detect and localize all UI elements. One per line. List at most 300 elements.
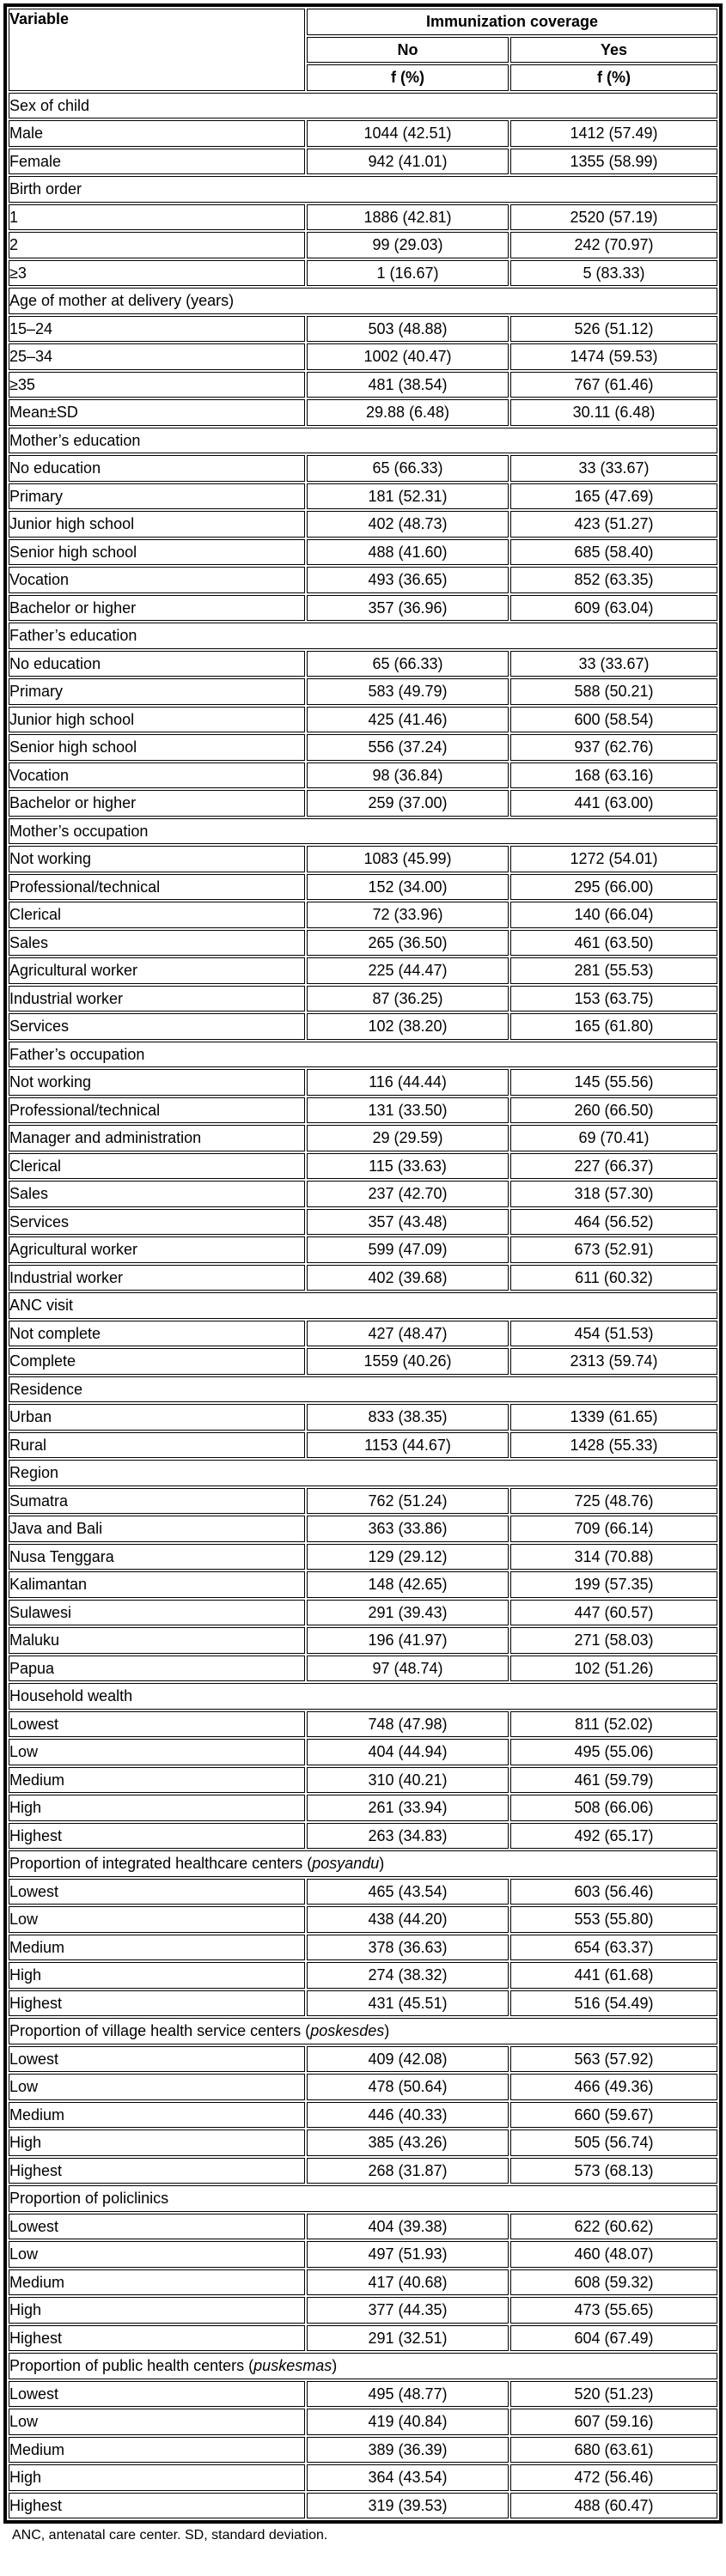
no-value-cell: 1083 (45.99) (307, 846, 509, 872)
section-title: Proportion of village health service centers (poskesdes) (9, 2018, 717, 2044)
section-row (9, 176, 717, 203)
no-value-cell: 357 (43.48) (307, 1209, 509, 1236)
data-row (9, 2158, 717, 2184)
yes-value-cell: 526 (51.12) (510, 316, 717, 343)
row-label: Not working (9, 1069, 305, 1096)
yes-value-cell: 447 (60.57) (510, 1600, 717, 1626)
data-row (9, 539, 717, 566)
no-value-cell: 404 (39.38) (307, 2214, 509, 2240)
yes-header: Yes (510, 37, 717, 64)
row-label: Complete (9, 1348, 305, 1375)
yes-value-cell: 725 (48.76) (510, 1488, 717, 1515)
no-value-cell: 478 (50.64) (307, 2074, 509, 2100)
no-value-cell: 131 (33.50) (307, 1097, 509, 1124)
data-row (9, 902, 717, 928)
yes-value-cell: 553 (55.80) (510, 1906, 717, 1933)
row-label: Not working (9, 846, 305, 872)
data-row (9, 1153, 717, 1180)
no-value-cell: 446 (40.33) (307, 2102, 509, 2129)
no-value-cell: 152 (34.00) (307, 874, 509, 901)
yes-value-cell: 492 (65.17) (510, 1823, 717, 1850)
section-title: Sex of child (9, 93, 717, 119)
yes-value-cell: 102 (51.26) (510, 1656, 717, 1682)
section-row (9, 1850, 717, 1877)
data-row (9, 1236, 717, 1263)
yes-value-cell: 660 (59.67) (510, 2102, 717, 2129)
yes-value-cell: 473 (55.65) (510, 2297, 717, 2324)
section-title: Mother’s occupation (9, 818, 717, 845)
no-value-cell: 364 (43.54) (307, 2464, 509, 2491)
data-row (9, 483, 717, 510)
data-row (9, 1962, 717, 1989)
row-label: Bachelor or higher (9, 790, 305, 817)
data-row (9, 2409, 717, 2435)
no-value-cell: 98 (36.84) (307, 762, 509, 789)
row-label: ≥35 (9, 372, 305, 398)
data-row (9, 1348, 717, 1375)
data-row (9, 595, 717, 622)
header-row-1 (9, 9, 717, 35)
section-title-italic: posyandu (312, 1855, 380, 1873)
yes-value-cell: 466 (49.36) (510, 2074, 717, 2100)
no-value-cell: 268 (31.87) (307, 2158, 509, 2184)
section-title: Birth order (9, 176, 717, 203)
data-row (9, 2214, 717, 2240)
yes-value-cell: 33 (33.67) (510, 455, 717, 482)
row-label: Low (9, 2074, 305, 2100)
no-value-cell: 495 (48.77) (307, 2381, 509, 2408)
section-row (9, 818, 717, 845)
no-value-cell: 599 (47.09) (307, 1236, 509, 1263)
table-header (9, 9, 717, 91)
no-header: No (307, 37, 509, 64)
yes-value-cell: 673 (52.91) (510, 1236, 717, 1263)
data-row (9, 1013, 717, 1040)
section-row (9, 288, 717, 314)
row-label: Industrial worker (9, 986, 305, 1012)
yes-value-cell: 227 (66.37) (510, 1153, 717, 1180)
yes-value-cell: 680 (63.61) (510, 2437, 717, 2464)
row-label: Maluku (9, 1627, 305, 1654)
no-value-cell: 431 (45.51) (307, 1990, 509, 2017)
section-row (9, 1042, 717, 1068)
table-body (9, 93, 717, 2519)
row-label: Lowest (9, 2214, 305, 2240)
no-value-cell: 102 (38.20) (307, 1013, 509, 1040)
data-row (9, 874, 717, 901)
no-value-cell: 377 (44.35) (307, 2297, 509, 2324)
section-row (9, 2018, 717, 2044)
row-label: Nusa Tenggara (9, 1544, 305, 1571)
row-label: Sales (9, 930, 305, 957)
yes-value-cell: 460 (48.07) (510, 2241, 717, 2268)
row-label: Java and Bali (9, 1516, 305, 1542)
row-label: High (9, 2129, 305, 2156)
data-row (9, 1906, 717, 1933)
row-label: Highest (9, 2325, 305, 2352)
row-label: No education (9, 651, 305, 677)
row-label: Highest (9, 1990, 305, 2017)
yes-value-cell: 2520 (57.19) (510, 204, 717, 231)
data-row (9, 372, 717, 398)
no-value-cell: 1002 (40.47) (307, 343, 509, 370)
no-value-cell: 389 (36.39) (307, 2437, 509, 2464)
row-label: Lowest (9, 1879, 305, 1905)
yes-value-cell: 709 (66.14) (510, 1516, 717, 1542)
data-row (9, 1767, 717, 1794)
section-row (9, 2353, 717, 2379)
yes-value-cell: 461 (59.79) (510, 1767, 717, 1794)
no-value-cell: 65 (66.33) (307, 455, 509, 482)
section-row (9, 1460, 717, 1486)
row-label: Highest (9, 2158, 305, 2184)
yes-value-cell: 281 (55.53) (510, 957, 717, 984)
yes-value-cell: 242 (70.97) (510, 232, 717, 258)
data-row (9, 707, 717, 733)
yes-value-cell: 573 (68.13) (510, 2158, 717, 2184)
yes-value-cell: 1412 (57.49) (510, 120, 717, 147)
yes-value-cell: 461 (63.50) (510, 930, 717, 957)
no-value-cell: 319 (39.53) (307, 2493, 509, 2519)
no-value-cell: 481 (38.54) (307, 372, 509, 398)
data-row (9, 1125, 717, 1151)
row-label: Bachelor or higher (9, 595, 305, 622)
no-value-cell: 97 (48.74) (307, 1656, 509, 1682)
immunization-coverage-header: Immunization coverage (307, 9, 717, 35)
data-row (9, 1739, 717, 1765)
row-label: 15–24 (9, 316, 305, 343)
data-row (9, 2241, 717, 2268)
section-title: Household wealth (9, 1683, 717, 1710)
row-label: Medium (9, 2437, 305, 2464)
yes-value-cell: 607 (59.16) (510, 2409, 717, 2435)
data-row (9, 1571, 717, 1598)
data-row (9, 790, 717, 817)
row-label: Professional/technical (9, 874, 305, 901)
no-value-cell: 116 (44.44) (307, 1069, 509, 1096)
no-value-cell: 181 (52.31) (307, 483, 509, 510)
row-label: Professional/technical (9, 1097, 305, 1124)
yes-value-cell: 318 (57.30) (510, 1181, 717, 1207)
yes-value-cell: 1474 (59.53) (510, 343, 717, 370)
data-row (9, 149, 717, 175)
no-value-cell: 29.88 (6.48) (307, 399, 509, 426)
no-value-cell: 385 (43.26) (307, 2129, 509, 2156)
row-label: Senior high school (9, 734, 305, 761)
no-value-cell: 1559 (40.26) (307, 1348, 509, 1375)
data-row (9, 567, 717, 593)
yes-value-cell: 472 (56.46) (510, 2464, 717, 2491)
data-row (9, 2102, 717, 2129)
section-title: Region (9, 1460, 717, 1486)
yes-value-cell: 69 (70.41) (510, 1125, 717, 1151)
data-row (9, 762, 717, 789)
yes-value-cell: 168 (63.16) (510, 762, 717, 789)
yes-value-cell: 611 (60.32) (510, 1265, 717, 1291)
yes-value-cell: 608 (59.32) (510, 2269, 717, 2296)
yes-value-cell: 505 (56.74) (510, 2129, 717, 2156)
data-row (9, 1209, 717, 1236)
yes-value-cell: 441 (61.68) (510, 1962, 717, 1989)
data-row (9, 2074, 717, 2100)
yes-value-cell: 937 (62.76) (510, 734, 717, 761)
no-value-cell: 378 (36.63) (307, 1935, 509, 1961)
no-value-cell: 503 (48.88) (307, 316, 509, 343)
no-value-cell: 1 (16.67) (307, 260, 509, 287)
variable-header: Variable (9, 9, 305, 91)
section-title: Proportion of policlinics (9, 2185, 717, 2212)
no-value-cell: 419 (40.84) (307, 2409, 509, 2435)
yes-value-cell: 516 (54.49) (510, 1990, 717, 2017)
data-row (9, 1656, 717, 1682)
yes-value-cell: 604 (67.49) (510, 2325, 717, 2352)
row-label: Services (9, 1209, 305, 1236)
no-value-cell: 310 (40.21) (307, 1767, 509, 1794)
section-row (9, 1292, 717, 1319)
row-label: Primary (9, 483, 305, 510)
yes-value-cell: 685 (58.40) (510, 539, 717, 566)
yes-value-cell: 495 (55.06) (510, 1739, 717, 1765)
no-value-cell: 87 (36.25) (307, 986, 509, 1012)
no-freq-header: f (%) (307, 64, 509, 91)
data-row (9, 1321, 717, 1347)
section-title: Mother’s education (9, 428, 717, 454)
row-label: Lowest (9, 2381, 305, 2408)
row-label: Primary (9, 678, 305, 705)
no-value-cell: 237 (42.70) (307, 1181, 509, 1207)
section-title: Father’s education (9, 623, 717, 649)
yes-value-cell: 654 (63.37) (510, 1935, 717, 1961)
yes-value-cell: 609 (63.04) (510, 595, 717, 622)
yes-value-cell: 30.11 (6.48) (510, 399, 717, 426)
data-row (9, 1488, 717, 1515)
section-title: Proportion of public health centers (puskesmas) (9, 2353, 717, 2379)
data-row (9, 1711, 717, 1738)
no-value-cell: 72 (33.96) (307, 902, 509, 928)
yes-value-cell: 464 (56.52) (510, 1209, 717, 1236)
row-label: Sulawesi (9, 1600, 305, 1626)
yes-value-cell: 33 (33.67) (510, 651, 717, 677)
yes-value-cell: 5 (83.33) (510, 260, 717, 287)
row-label: Lowest (9, 1711, 305, 1738)
row-label: Sales (9, 1181, 305, 1207)
yes-value-cell: 165 (47.69) (510, 483, 717, 510)
row-label: Papua (9, 1656, 305, 1682)
data-row (9, 734, 717, 761)
row-label: Industrial worker (9, 1265, 305, 1291)
row-label: Junior high school (9, 707, 305, 733)
data-row (9, 316, 717, 343)
data-row (9, 1600, 717, 1626)
data-row (9, 1879, 717, 1905)
data-row (9, 1544, 717, 1571)
yes-value-cell: 600 (58.54) (510, 707, 717, 733)
data-row (9, 2269, 717, 2296)
row-label: Services (9, 1013, 305, 1040)
no-value-cell: 748 (47.98) (307, 1711, 509, 1738)
yes-value-cell: 1272 (54.01) (510, 846, 717, 872)
no-value-cell: 942 (41.01) (307, 149, 509, 175)
row-label: No education (9, 455, 305, 482)
no-value-cell: 402 (39.68) (307, 1265, 509, 1291)
no-value-cell: 488 (41.60) (307, 539, 509, 566)
section-title: ANC visit (9, 1292, 717, 1319)
row-label: Highest (9, 2493, 305, 2519)
no-value-cell: 291 (39.43) (307, 1600, 509, 1626)
data-row (9, 678, 717, 705)
immunization-coverage-table (3, 3, 723, 2524)
row-label: Urban (9, 1404, 305, 1431)
row-label: Agricultural worker (9, 1236, 305, 1263)
data-row (9, 957, 717, 984)
no-value-cell: 583 (49.79) (307, 678, 509, 705)
row-label: 2 (9, 232, 305, 258)
data-row (9, 1516, 717, 1542)
yes-value-cell: 153 (63.75) (510, 986, 717, 1012)
section-title: Age of mother at delivery (years) (9, 288, 717, 314)
yes-value-cell: 588 (50.21) (510, 678, 717, 705)
yes-value-cell: 295 (66.00) (510, 874, 717, 901)
yes-value-cell: 140 (66.04) (510, 902, 717, 928)
section-row (9, 1376, 717, 1403)
data-row (9, 986, 717, 1012)
yes-value-cell: 441 (63.00) (510, 790, 717, 817)
data-row (9, 1181, 717, 1207)
row-label: Vocation (9, 567, 305, 593)
data-row (9, 399, 717, 426)
row-label: Medium (9, 1935, 305, 1961)
row-label: Medium (9, 2102, 305, 2129)
data-row (9, 455, 717, 482)
yes-value-cell: 423 (51.27) (510, 511, 717, 538)
no-value-cell: 148 (42.65) (307, 1571, 509, 1598)
data-row (9, 651, 717, 677)
data-row (9, 511, 717, 538)
data-row (9, 2493, 717, 2519)
data-row (9, 1627, 717, 1654)
data-row (9, 930, 717, 957)
data-row (9, 2297, 717, 2324)
yes-value-cell: 508 (66.06) (510, 1795, 717, 1821)
data-row (9, 260, 717, 287)
yes-value-cell: 1355 (58.99) (510, 149, 717, 175)
data-row (9, 1935, 717, 1961)
no-value-cell: 225 (44.47) (307, 957, 509, 984)
yes-value-cell: 271 (58.03) (510, 1627, 717, 1654)
no-value-cell: 29 (29.59) (307, 1125, 509, 1151)
no-value-cell: 115 (33.63) (307, 1153, 509, 1180)
data-row (9, 2046, 717, 2073)
no-value-cell: 99 (29.03) (307, 232, 509, 258)
row-label: Not complete (9, 1321, 305, 1347)
yes-value-cell: 454 (51.53) (510, 1321, 717, 1347)
yes-value-cell: 260 (66.50) (510, 1097, 717, 1124)
row-label: High (9, 2464, 305, 2491)
row-label: High (9, 1795, 305, 1821)
data-row (9, 1432, 717, 1459)
row-label: 25–34 (9, 343, 305, 370)
section-row (9, 428, 717, 454)
yes-value-cell: 1339 (61.65) (510, 1404, 717, 1431)
row-label: Medium (9, 1767, 305, 1794)
yes-value-cell: 2313 (59.74) (510, 1348, 717, 1375)
data-row (9, 204, 717, 231)
row-label: Manager and administration (9, 1125, 305, 1151)
yes-value-cell: 314 (70.88) (510, 1544, 717, 1571)
row-label: ≥3 (9, 260, 305, 287)
section-row (9, 93, 717, 119)
yes-value-cell: 165 (61.80) (510, 1013, 717, 1040)
data-row (9, 232, 717, 258)
no-value-cell: 65 (66.33) (307, 651, 509, 677)
yes-freq-header: f (%) (510, 64, 717, 91)
no-value-cell: 762 (51.24) (307, 1488, 509, 1515)
no-value-cell: 425 (41.46) (307, 707, 509, 733)
row-label: High (9, 1962, 305, 1989)
row-label: Highest (9, 1823, 305, 1850)
data-row (9, 120, 717, 147)
no-value-cell: 129 (29.12) (307, 1544, 509, 1571)
data-row (9, 2381, 717, 2408)
no-value-cell: 265 (36.50) (307, 930, 509, 957)
data-row (9, 2129, 717, 2156)
yes-value-cell: 488 (60.47) (510, 2493, 717, 2519)
yes-value-cell: 563 (57.92) (510, 2046, 717, 2073)
yes-value-cell: 199 (57.35) (510, 1571, 717, 1598)
yes-value-cell: 767 (61.46) (510, 372, 717, 398)
no-value-cell: 274 (38.32) (307, 1962, 509, 1989)
no-value-cell: 357 (36.96) (307, 595, 509, 622)
row-label: Junior high school (9, 511, 305, 538)
row-label: Low (9, 1739, 305, 1765)
row-label: Male (9, 120, 305, 147)
yes-value-cell: 622 (60.62) (510, 2214, 717, 2240)
no-value-cell: 363 (33.86) (307, 1516, 509, 1542)
yes-value-cell: 520 (51.23) (510, 2381, 717, 2408)
row-label: Low (9, 1906, 305, 1933)
data-row (9, 343, 717, 370)
row-label: Lowest (9, 2046, 305, 2073)
yes-value-cell: 145 (55.56) (510, 1069, 717, 1096)
yes-value-cell: 811 (52.02) (510, 1711, 717, 1738)
table-footnote: ANC, antenatal care center. SD, standard deviation. (12, 2528, 328, 2543)
data-row (9, 2464, 717, 2491)
data-row (9, 1823, 717, 1850)
yes-value-cell: 603 (56.46) (510, 1879, 717, 1905)
no-value-cell: 1044 (42.51) (307, 120, 509, 147)
no-value-cell: 263 (34.83) (307, 1823, 509, 1850)
row-label: Clerical (9, 902, 305, 928)
data-row (9, 1069, 717, 1096)
no-value-cell: 493 (36.65) (307, 567, 509, 593)
row-label: High (9, 2297, 305, 2324)
section-title: Proportion of integrated healthcare centers (posyandu) (9, 1850, 717, 1877)
no-value-cell: 291 (32.51) (307, 2325, 509, 2352)
no-value-cell: 259 (37.00) (307, 790, 509, 817)
section-title-italic: poskesdes (310, 2022, 385, 2040)
row-label: Female (9, 149, 305, 175)
no-value-cell: 556 (37.24) (307, 734, 509, 761)
data-row (9, 2325, 717, 2352)
data-row (9, 1795, 717, 1821)
yes-value-cell: 1428 (55.33) (510, 1432, 717, 1459)
section-row (9, 623, 717, 649)
yes-value-cell: 852 (63.35) (510, 567, 717, 593)
no-value-cell: 404 (44.94) (307, 1739, 509, 1765)
row-label: Low (9, 2241, 305, 2268)
section-row (9, 2185, 717, 2212)
data-row (9, 1990, 717, 2017)
